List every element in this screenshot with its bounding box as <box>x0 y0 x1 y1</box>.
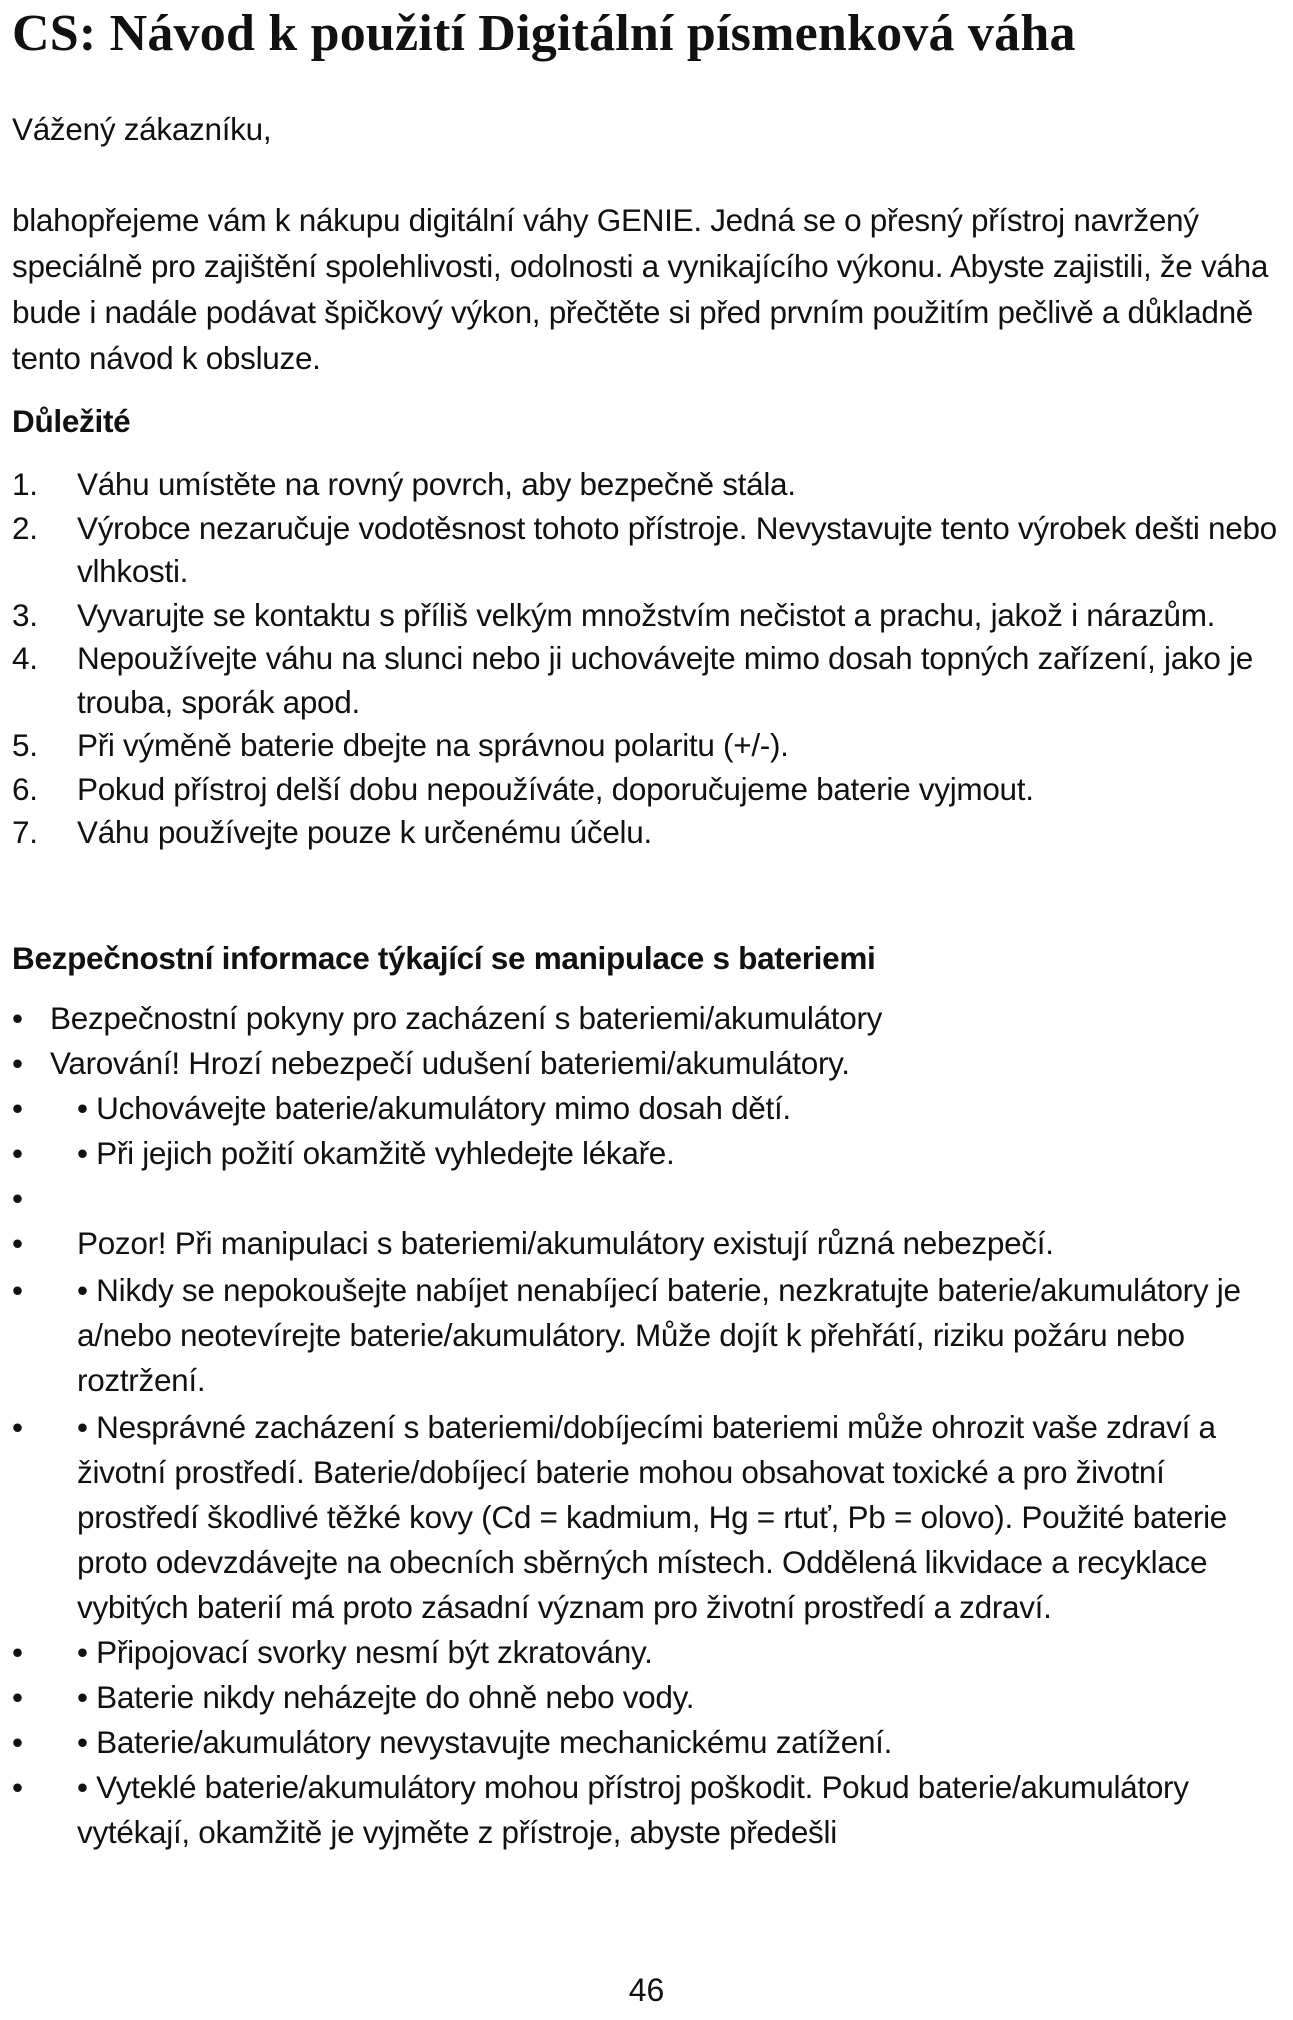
bullet-item <box>12 1131 1287 1176</box>
bullet-icon: • <box>12 1000 23 1036</box>
bullet-icon: • <box>12 1769 23 1805</box>
list-number: 6. <box>12 770 38 807</box>
bullet-item <box>12 996 1287 1041</box>
page-title: CS: Návod k použití Digitální písmenková váha <box>12 5 1076 62</box>
bullet-item-text: Varování! Hrozí nebezpečí udušení bateriemi/akumulátory. <box>50 1045 850 1081</box>
bullet-item <box>12 1268 1287 1403</box>
bullet-item-text: • Připojovací svorky nesmí být zkratovány. <box>77 1634 653 1670</box>
list-item-text: Váhu umístěte na rovný povrch, aby bezpečně stála. <box>77 466 796 502</box>
bullet-item <box>12 1176 1287 1221</box>
bullet-item <box>12 1405 1287 1630</box>
list-item <box>12 768 1287 812</box>
important-heading: Důležité <box>12 403 131 439</box>
bullet-item <box>12 1720 1287 1765</box>
list-item <box>12 637 1287 724</box>
bullet-icon: • <box>12 1225 23 1261</box>
bullet-icon: • <box>12 1679 23 1715</box>
bullet-item-text: Bezpečnostní pokyny pro zacházení s bateriemi/akumulátory <box>50 1000 883 1036</box>
list-item-text: Vyvarujte se kontaktu s příliš velkým množstvím nečistot a prachu, jakož i nárazům. <box>77 596 1216 633</box>
bullet-item-text: • Baterie/akumulátory nevystavujte mechanickému zatížení. <box>77 1724 893 1760</box>
greeting: Vážený zákazníku, <box>12 111 272 147</box>
list-number: 3. <box>12 596 38 633</box>
list-item-text: Výrobce nezaručuje vodotěsnost tohoto přístroje. Nevystavujte tento výrobek dešti nebo vlhkosti. <box>77 509 1277 589</box>
bullet-icon: • <box>12 1090 23 1126</box>
bullet-item <box>12 1041 1287 1086</box>
important-list <box>12 463 1287 855</box>
bullet-icon: • <box>12 1634 23 1670</box>
intro-paragraph: blahopřejeme vám k nákupu digitální váhy GENIE. Jedná se o přesný přístroj navržený speciálně pro zajištění spolehlivosti, odolnosti a vynikajícího výkonu. Abyste zajistili, že váha bude i nadále podávat špičkový výkon, přečtěte si před prvním použitím pečlivě a důkladně tento návod k obsluze. <box>12 202 1269 376</box>
list-item-text: Nepoužívejte váhu na slunci nebo ji uchovávejte mimo dosah topných zařízení, jako je trouba, sporák apod. <box>77 640 1253 720</box>
bullet-item-text: • Baterie nikdy neházejte do ohně nebo vody. <box>77 1679 695 1715</box>
bullet-item <box>12 1630 1287 1675</box>
list-item <box>12 594 1287 638</box>
bullet-item-text: • Nikdy se nepokoušejte nabíjet nenabíjecí baterie, nezkratujte baterie/akumulátory je a/nebo neotevírejte baterie/akumulátory. Může dojít k přehřátí, riziku požáru nebo roztržení. <box>77 1272 1241 1398</box>
list-item-text: Při výměně baterie dbejte na správnou polaritu (+/-). <box>77 727 789 763</box>
list-number: 7. <box>12 814 38 850</box>
safety-heading: Bezpečnostní informace týkající se manipulace s bateriemi <box>12 940 876 976</box>
bullet-item-text: • Nesprávné zacházení s bateriemi/dobíjecími bateriemi může ohrozit vaše zdraví a životní prostředí. Baterie/dobíjecí baterie mohou obsahovat toxické a pro životní prostředí škodlivé těžké kovy (Cd = kadmium, Hg = rtuť, Pb = olovo). Použité baterie proto odevzdávejte na obecních sběrných místech. Oddělená likvidace a recyklace vybitých baterií má proto zásadní význam pro životní prostředí a zdraví. <box>77 1409 1228 1625</box>
bullet-item <box>12 1221 1287 1266</box>
bullet-item-text: • Uchovávejte baterie/akumulátory mimo dosah dětí. <box>77 1090 791 1126</box>
list-number: 1. <box>12 466 38 502</box>
page-number: 46 <box>628 1972 665 2008</box>
bullet-item-text: • Při jejich požití okamžitě vyhledejte lékaře. <box>77 1135 675 1171</box>
list-number: 5. <box>12 727 38 763</box>
bullet-item <box>12 1086 1287 1131</box>
bullet-icon: • <box>12 1272 23 1308</box>
list-item <box>12 811 1287 855</box>
bullet-item-text: Pozor! Při manipulaci s bateriemi/akumulátory existují různá nebezpečí. <box>77 1225 1054 1261</box>
safety-list <box>12 996 1287 1855</box>
list-item <box>12 463 1287 507</box>
bullet-item <box>12 1765 1287 1855</box>
list-item <box>12 724 1287 768</box>
list-item-text: Váhu používejte pouze k určenému účelu. <box>77 814 652 850</box>
bullet-icon: • <box>12 1409 23 1445</box>
bullet-icon: • <box>12 1135 23 1171</box>
bullet-icon: • <box>12 1180 23 1216</box>
bullet-icon: • <box>12 1045 23 1081</box>
list-number: 4. <box>12 640 38 676</box>
list-item <box>12 507 1287 594</box>
bullet-item <box>12 1675 1287 1720</box>
list-number: 2. <box>12 509 38 546</box>
bullet-item-text: • Vyteklé baterie/akumulátory mohou přístroj poškodit. Pokud baterie/akumulátory vytékají, okamžitě je vyjměte z přístroje, abyste předešli <box>77 1769 1189 1850</box>
list-item-text: Pokud přístroj delší dobu nepoužíváte, doporučujeme baterie vyjmout. <box>77 770 1034 807</box>
bullet-icon: • <box>12 1724 23 1760</box>
